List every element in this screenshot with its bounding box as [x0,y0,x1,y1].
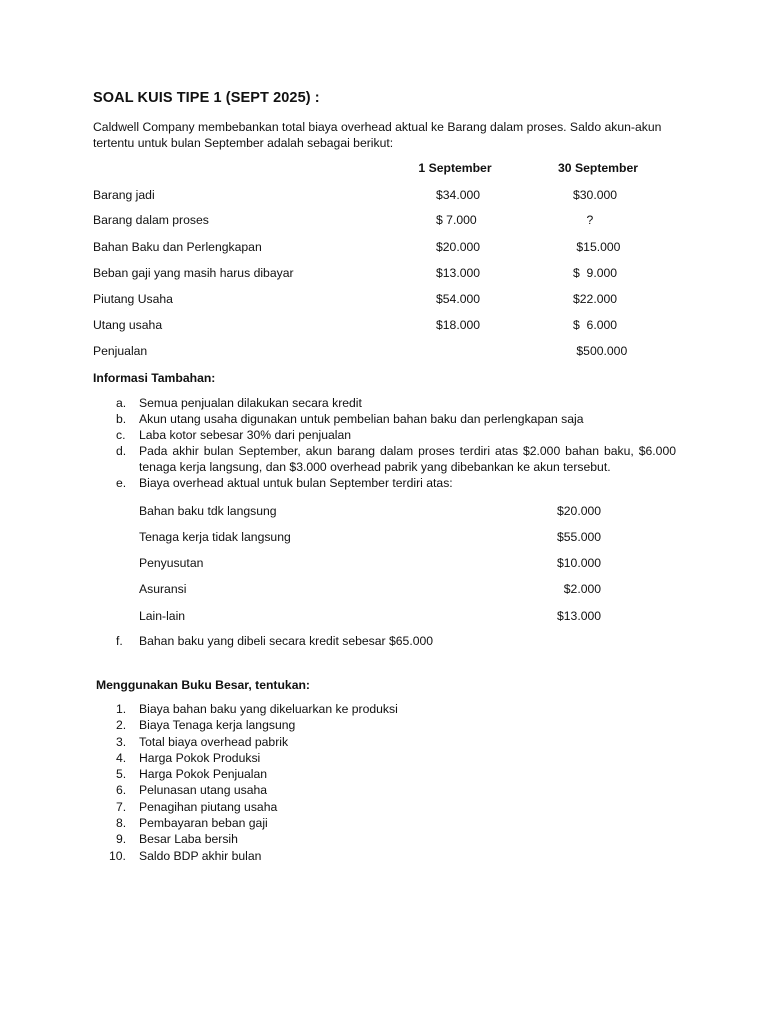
question-item [116,717,516,733]
question-number: 5. [116,767,127,782]
overhead-row [139,503,609,521]
balance-row [93,265,673,283]
page-title: SOAL KUIS TIPE 1 (SEPT 2025) : [93,90,320,106]
balance-row [93,239,673,257]
question-item [116,799,516,815]
info-marker: e. [116,476,127,490]
info-list-f [116,633,676,649]
question-item [109,848,516,864]
balance-sept1: $13.000 [436,266,481,280]
info-text: Akun utang usaha digunakan untuk pembelian bahan baku dan perlengkapan saja [139,412,584,426]
overhead-label: Penyusutan [139,556,204,570]
question-text: Besar Laba bersih [139,832,238,847]
balance-label: Utang usaha [93,318,163,332]
info-text: Laba kotor sebesar 30% dari penjualan [139,428,352,442]
info-item [116,427,676,443]
balance-sept30: ? [573,213,594,227]
balance-sept30: $ 9.000 [573,266,618,280]
question-text: Penagihan piutang usaha [139,799,278,814]
info-heading: Informasi Tambahan: [93,371,216,385]
overhead-label: Tenaga kerja tidak langsung [139,530,291,544]
overhead-value: $55.000 [557,530,602,544]
question-number: 10. [109,848,126,863]
question-item [116,782,516,798]
question-number: 3. [116,734,127,749]
balance-sept1: $54.000 [436,292,481,306]
balance-sept30: $15.000 [573,240,621,254]
question-number: 8. [116,816,127,831]
question-number: 7. [116,799,127,814]
overhead-value: $20.000 [557,504,602,518]
balance-sept1: $ 7.000 [436,213,477,227]
question-item [116,766,516,782]
info-item [116,411,676,427]
info-text: Biaya overhead aktual untuk bulan September terdiri atas: [139,476,453,490]
overhead-label: Asuransi [139,582,187,596]
question-text: Pelunasan utang usaha [139,783,268,798]
overhead-label: Lain-lain [139,609,186,623]
balance-label: Bahan Baku dan Perlengkapan [93,240,262,254]
info-item [116,395,676,411]
question-text: Biaya bahan baku yang dikeluarkan ke produksi [139,702,398,716]
info-marker: b. [116,412,127,426]
question-number: 9. [116,832,127,847]
question-text: Harga Pokok Penjualan [139,767,268,782]
info-list [116,395,676,491]
question-text: Saldo BDP akhir bulan [139,848,262,863]
balance-sept30: $30.000 [573,188,618,202]
question-number: 1. [116,702,127,716]
info-marker: f. [116,634,123,648]
question-text: Harga Pokok Produksi [139,750,261,765]
balance-row [93,187,673,205]
info-marker: a. [116,396,127,410]
question-text: Total biaya overhead pabrik [139,734,289,749]
balance-row [93,317,673,335]
question-number: 2. [116,718,127,733]
overhead-row [139,555,609,573]
intro-paragraph: Caldwell Company membebankan total biaya overhead aktual ke Barang dalam proses. Saldo akun-akun tertentu untuk bulan September adalah sebagai berikut: [93,120,662,150]
overhead-value: $2.000 [557,582,602,596]
questions-heading: Menggunakan Buku Besar, tentukan: [96,678,310,692]
balance-sept30: $22.000 [573,292,618,306]
question-text: Pembayaran beban gaji [139,816,268,831]
question-item [116,701,516,717]
balance-label: Barang jadi [93,188,155,202]
balance-sept1: $18.000 [436,318,481,332]
overhead-row [139,581,609,599]
balance-sept30: $ 6.000 [573,318,618,332]
question-item [116,750,516,766]
balance-label: Piutang Usaha [93,292,173,306]
info-text: Bahan baku yang dibeli secara kredit sebesar $65.000 [139,634,434,648]
info-marker: d. [116,444,127,458]
balance-row [93,291,673,309]
balance-label: Penjualan [93,344,148,358]
question-item [116,734,516,750]
questions-list [109,701,516,864]
question-item [116,831,516,847]
info-item [116,633,676,649]
balance-sept30: $500.000 [573,344,628,358]
balance-sept1: $20.000 [436,240,481,254]
question-number: 4. [116,750,127,765]
info-marker: c. [116,428,126,442]
balance-sept1: $34.000 [436,188,481,202]
balance-label: Beban gaji yang masih harus dibayar [93,266,294,280]
question-text: Biaya Tenaga kerja langsung [139,718,296,733]
overhead-value: $13.000 [557,609,602,623]
balance-row [93,212,673,230]
question-number: 6. [116,783,127,798]
overhead-row [139,529,609,547]
info-text: Semua penjualan dilakukan secara kredit [139,396,362,410]
balance-label: Barang dalam proses [93,213,209,227]
overhead-value: $10.000 [557,556,602,570]
balance-row [93,343,673,361]
info-item [116,475,676,491]
column-header-1-september: 1 September [418,161,492,175]
question-item [116,815,516,831]
overhead-label: Bahan baku tdk langsung [139,504,277,518]
info-text: Pada akhir bulan September, akun barang dalam proses terdiri atas $2.000 bahan baku, $6.000 tenaga kerja langsung, dan $3.000 overhead pabrik yang dibebankan ke akun tersebut. [139,444,676,474]
column-header-30-september: 30 September [558,161,638,175]
overhead-row [139,608,609,626]
info-item [116,443,676,475]
